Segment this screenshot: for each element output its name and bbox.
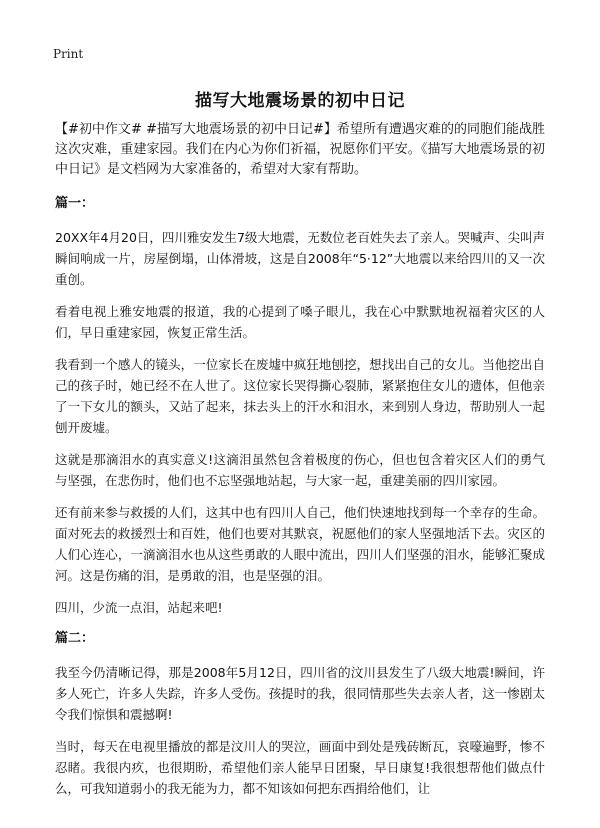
paragraph: 我看到一个感人的镜头，一位家长在废墟中疯狂地刨挖，想找出自己的女儿。当他挖出自己的孩子时，她已经不在人世了。这位家长哭得撕心裂肺，紧紧抱住女儿的遗体，但他亲了一下女儿的额头，又站了起来，抹去头上的汗水和泪水，来到别人身边，帮助别人一起刨开废墟。 [55,357,545,435]
document-body [55,120,545,810]
print-link[interactable]: Print [53,47,84,61]
section-heading-2: 篇二： [55,631,95,646]
paragraph: 看着电视上雅安地震的报道，我的心提到了嗓子眼儿，我在心中默默地祝福着灾区的人们，早日重建家园，恢复正常生活。 [55,304,545,340]
paragraph: 我至今仍清晰记得，那是2008年5月12日，四川省的汶川县发生了八级大地震!瞬间，许多人死亡，许多人失踪，许多人受伤。孩提时的我，很同情那些失去亲人者，这一惨剧太令我们惊惧和震撼啊! [55,665,545,722]
section-heading-1: 篇一： [55,196,95,211]
paragraph: 20XX年4月20日，四川雅安发生7级大地震，无数位老百姓失去了亲人。哭喊声、尖叫声瞬间响成一片，房屋倒塌，山体滑坡，这是自2008年“5·12”大地震以来给四川的又一次重创。 [55,230,545,287]
paragraph: 这就是那滴泪水的真实意义!这滴泪虽然包含着极度的伤心，但也包含着灾区人们的勇气与坚强，在悲伤时，他们也不忘坚强地站起，与大家一起，重建美丽的四川家园。 [55,452,545,488]
intro-paragraph: 【#初中作文# #描写大地震场景的初中日记#】希望所有遭遇灾难的的同胞们能战胜这次灾难，重建家园。我们在内心为你们祈福，祝愿你们平安。《描写大地震场景的初中日记》是文档网为大家准备的，希望对大家有帮助。 [55,122,545,177]
document-title: 描写大地震场景的初中日记 [195,91,405,111]
paragraph: 还有前来参与救援的人们，这其中也有四川人自己，他们快速地找到每一个幸存的生命。面对死去的救援烈士和百姓，他们也要对其默哀，祝愿他们的家人坚强地活下去。灾区的人们心连心，一滴滴泪水也从这些勇敢的人眼中流出，四川人们坚强的泪水，能够汇聚成河。这是伤痛的泪，是勇敢的泪，也是坚强的泪。 [55,505,545,583]
paragraph: 当时，每天在电视里播放的都是汶川人的哭泣，画面中到处是残砖断瓦，哀嚎遍野，惨不忍睹。我很内疚，也很期盼，希望他们亲人能早日团聚，早日康复!我很想帮他们做点什么，可我知道弱小的我无能为力，都不知该如何把东西捐给他们，让 [55,739,545,796]
paragraph: 四川，少流一点泪，站起来吧! [55,600,223,615]
